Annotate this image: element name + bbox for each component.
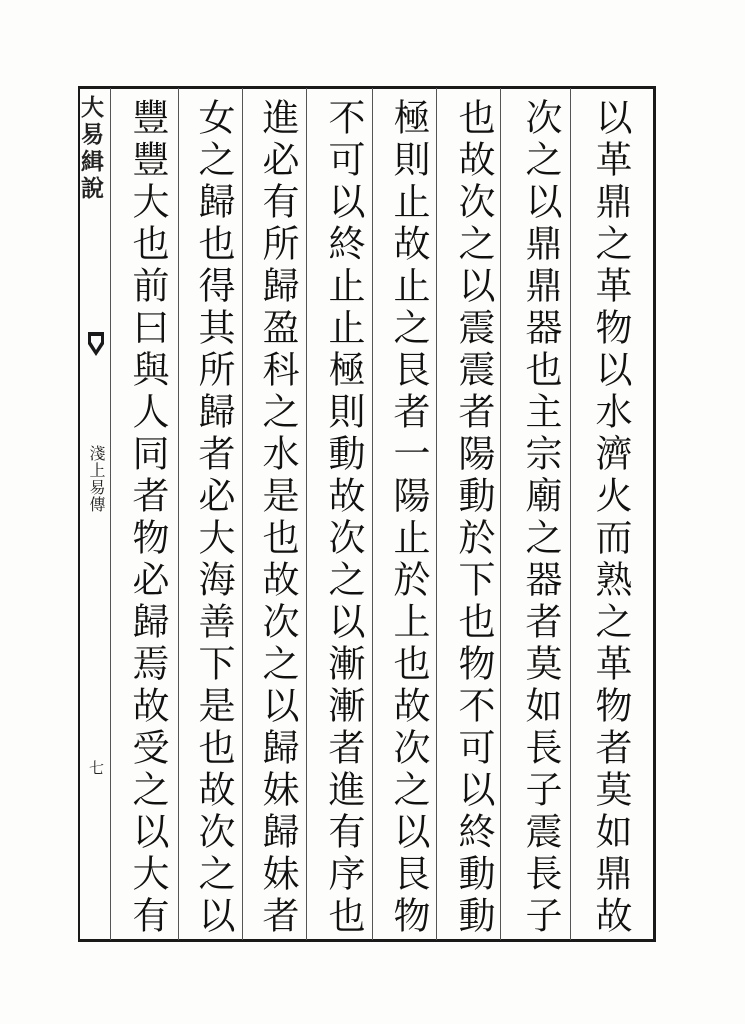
column-rule <box>372 88 373 940</box>
margin-title: 大易緝說 <box>77 95 104 203</box>
fish-tail-mark-icon <box>86 330 106 358</box>
column-rule <box>110 88 111 940</box>
text-column-2: 次之以鼎鼎器也主宗廟之器者莫如長子震長子 <box>519 98 562 938</box>
text-column-1: 以革鼎之革物以水濟火而熟之革物者莫如鼎故 <box>589 98 632 938</box>
column-rule <box>570 88 571 940</box>
text-column-6: 進必有所歸盈科之水是也故次之以歸妹歸妹者 <box>256 98 299 938</box>
column-rule <box>306 88 307 940</box>
column-rule <box>500 88 501 940</box>
column-rule <box>242 88 243 940</box>
column-rule <box>436 88 437 940</box>
text-column-8: 豐豐大也前曰與人同者物必歸焉故受之以大有 <box>126 98 169 938</box>
text-column-3: 也故次之以震震者陽動於下也物不可以終動動 <box>452 98 495 938</box>
margin-subtitle: 淺上易傳 <box>87 445 106 513</box>
text-column-5: 不可以終止止極則動故次之以漸漸者進有序也 <box>322 98 365 938</box>
margin-page-number: 七 <box>87 760 105 775</box>
text-column-7: 女之歸也得其所歸者必大海善下是也故次之以 <box>192 98 235 938</box>
column-rule <box>178 88 179 940</box>
text-column-4: 極則止故止之艮者一陽止於上也故次之以艮物 <box>387 98 430 938</box>
